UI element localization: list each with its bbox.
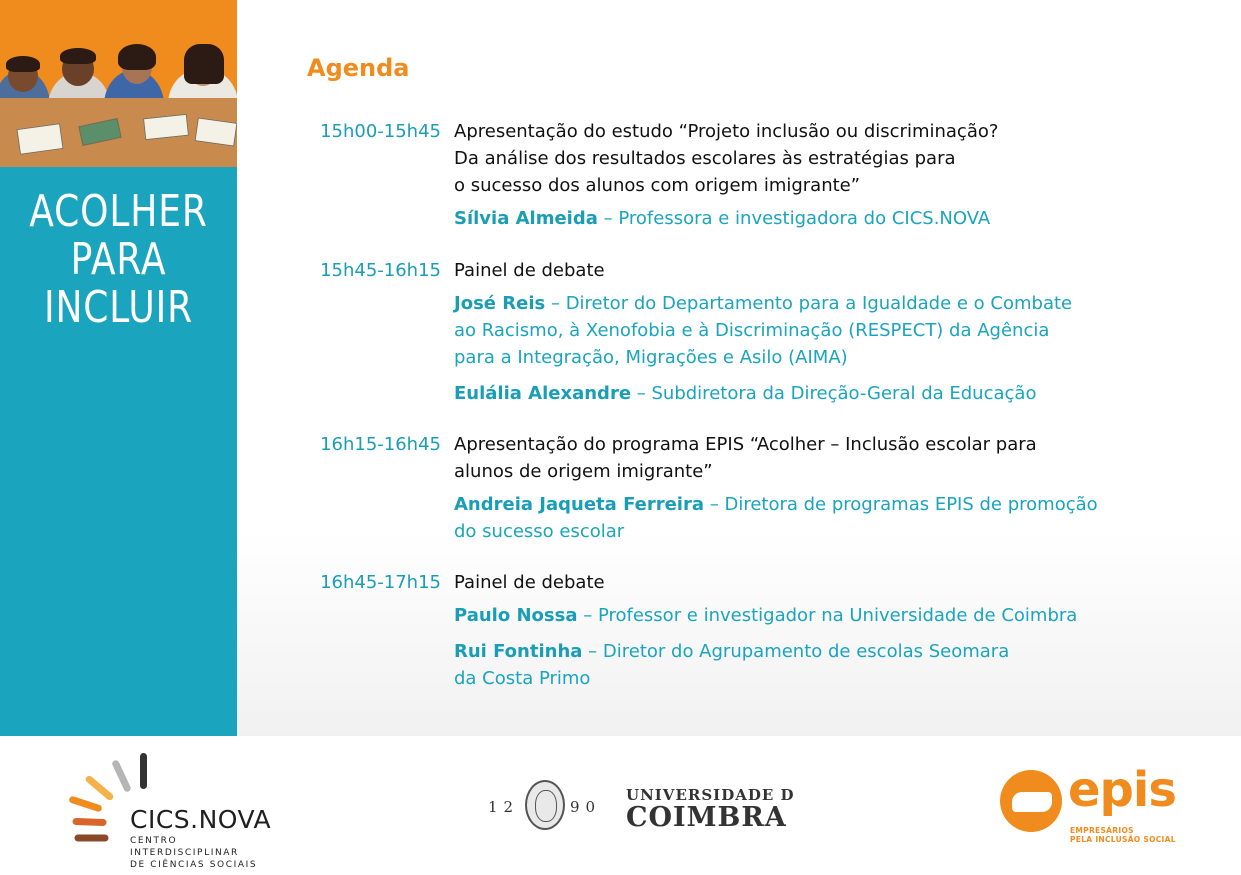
sidebar — [0, 0, 237, 736]
coimbra-seal-icon — [525, 780, 565, 830]
speaker: Andreia Jaqueta Ferreira – Diretora de programas EPIS de promoção do sucesso escolar — [454, 491, 1174, 545]
event-title-line-1: ACOLHER — [29, 186, 208, 237]
coimbra-line-2: COIMBRA — [626, 802, 787, 833]
agenda-time: 15h00-15h45 — [320, 121, 441, 142]
agenda-headline — [454, 431, 1174, 485]
headline-line: alunos de origem imigrante” — [454, 461, 713, 482]
event-title-line-3: INCLUIR — [43, 282, 193, 333]
event-title-line-2: PARA — [70, 234, 167, 285]
headline-line: Da análise dos resultados escolares às estratégias para — [454, 148, 956, 169]
coimbra-line-1: UNIVERSIDADE D — [626, 786, 795, 804]
coimbra-year-right: 90 — [570, 798, 602, 816]
agenda-headline — [454, 257, 1174, 284]
agenda-headline — [454, 118, 1174, 199]
speaker-name: José Reis — [454, 293, 546, 314]
speaker-name: Sílvia Almeida — [454, 208, 598, 229]
speaker: Eulália Alexandre – Subdiretora da Direção-Geral da Educação — [454, 383, 1037, 404]
agenda-time: 16h15-16h45 — [320, 434, 441, 455]
speaker-role: Diretora de programas EPIS de promoção — [724, 494, 1098, 515]
speaker-role: Professora e investigadora do CICS.NOVA — [618, 208, 991, 229]
epis-sub-line: PELA INCLUSÃO SOCIAL — [1070, 835, 1176, 844]
speaker-name: Andreia Jaqueta Ferreira — [454, 494, 704, 515]
speaker-name: Rui Fontinha — [454, 641, 583, 662]
headline-line: o sucesso dos alunos com origem imigrante” — [454, 175, 861, 196]
speaker: Paulo Nossa – Professor e investigador na Universidade de Coimbra — [454, 605, 1078, 626]
cics-nova-subtitle — [130, 835, 282, 871]
speaker: Sílvia Almeida – Professora e investigadora do CICS.NOVA — [454, 208, 991, 229]
epis-sub-line: EMPRESÁRIOS — [1070, 826, 1134, 835]
speaker-role-cont: da Costa Primo — [454, 668, 591, 689]
headline-line: Apresentação do estudo “Projeto inclusão ou discriminação? — [454, 121, 999, 142]
speaker-name: Eulália Alexandre — [454, 383, 632, 404]
cics-nova-logo — [72, 753, 282, 870]
coimbra-year-left: 12 — [488, 798, 520, 816]
speaker-role-cont: para a Integração, Migrações e Asilo (AIMA) — [454, 347, 848, 368]
speaker-role: Diretor do Departamento para a Igualdade e o Combate — [565, 293, 1073, 314]
handshake-icon — [1000, 770, 1062, 832]
headline-line: Painel de debate — [454, 572, 605, 593]
agenda-panel — [237, 0, 1241, 736]
speaker: Rui Fontinha – Diretor do Agrupamento de escolas Seomara da Costa Primo — [454, 638, 1174, 692]
speaker-role: Diretor do Agrupamento de escolas Seomara — [602, 641, 1010, 662]
agenda-headline — [454, 569, 1174, 596]
cics-nova-name: CICS.NOVA — [130, 805, 272, 834]
footer-logos — [0, 736, 1241, 875]
headline-line: Apresentação do programa EPIS “Acolher – Inclusão escolar para — [454, 434, 1037, 455]
epis-logo — [1000, 762, 1200, 848]
speaker: José Reis – Diretor do Departamento para a Igualdade e o Combate ao Racismo, à Xenofobia e à Discriminação (RESPECT) da Agência para a Integração, Migrações e Asilo (AIMA) — [454, 290, 1174, 371]
speaker-name: Paulo Nossa — [454, 605, 578, 626]
agenda-heading: Agenda — [307, 54, 410, 82]
headline-line: Painel de debate — [454, 260, 605, 281]
speaker-role-cont: ao Racismo, à Xenofobia e à Discriminação (RESPECT) da Agência — [454, 320, 1050, 341]
speaker-role: Subdiretora da Direção-Geral da Educação — [651, 383, 1037, 404]
universidade-coimbra-logo — [488, 780, 798, 840]
agenda-time: 15h45-16h15 — [320, 260, 441, 281]
speaker-role-cont: do sucesso escolar — [454, 521, 625, 542]
epis-subtitle — [1070, 826, 1176, 844]
students-illustration — [0, 0, 237, 167]
agenda-time: 16h45-17h15 — [320, 572, 441, 593]
event-title — [21, 188, 215, 332]
speaker-role: Professor e investigador na Universidade de Coimbra — [597, 605, 1078, 626]
cics-sub-line: DE CIÊNCIAS SOCIAIS — [130, 860, 258, 870]
epis-name: epis — [1068, 762, 1176, 818]
cics-sub-line: CENTRO INTERDISCIPLINAR — [130, 836, 239, 858]
